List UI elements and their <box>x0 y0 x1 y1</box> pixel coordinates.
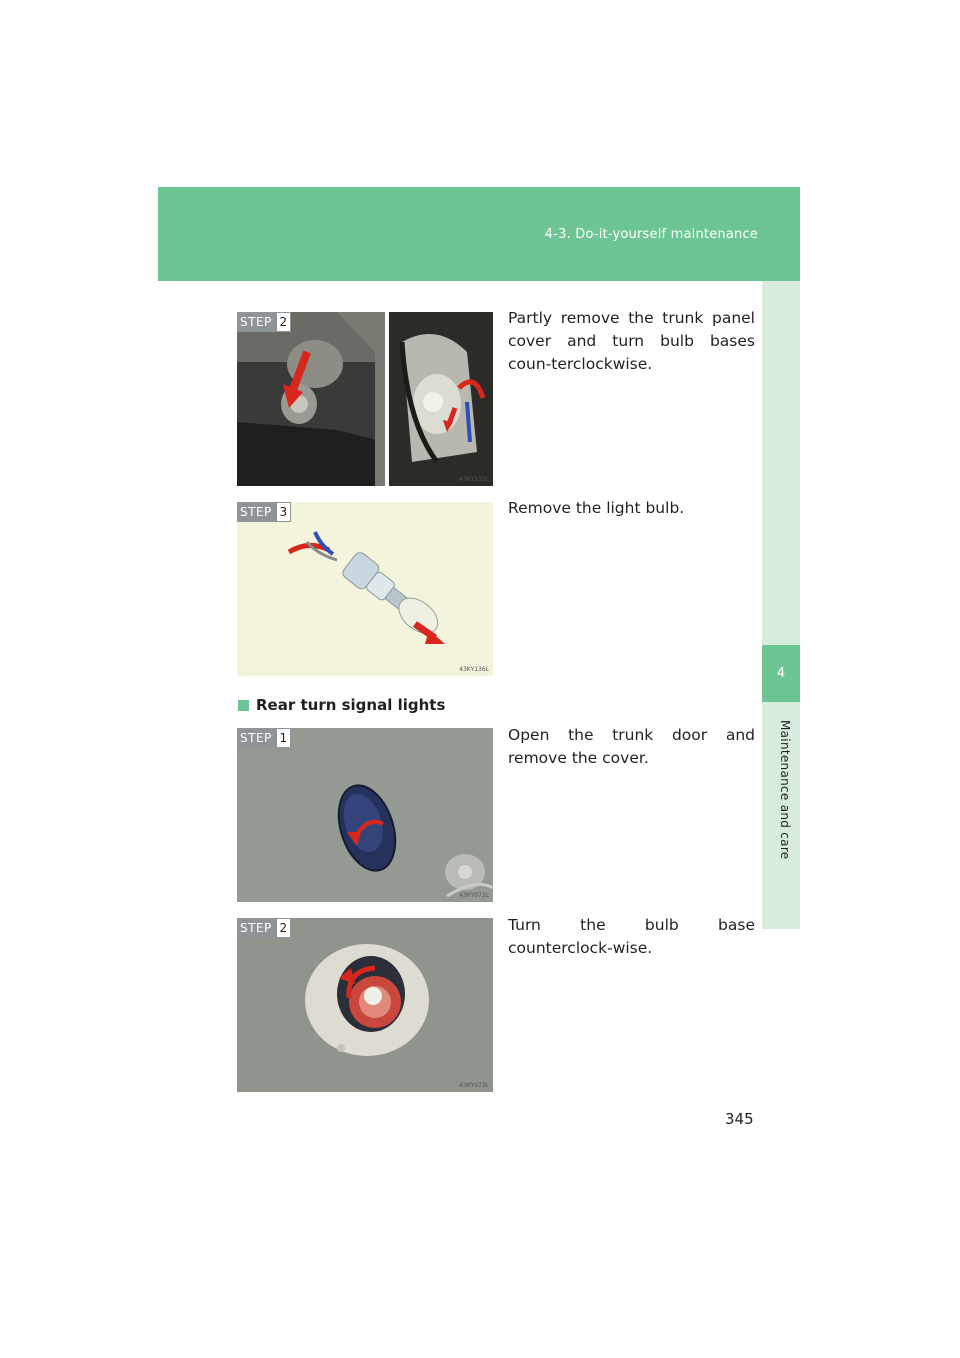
step-text: Open the trunk door and remove the cover. <box>508 726 755 767</box>
step-text: Partly remove the trunk panel cover and turn bulb bases coun-terclockwise. <box>508 309 755 373</box>
figure-code: 43KY135L <box>459 476 489 483</box>
step-badge: STEP 2 <box>237 918 291 938</box>
step-text: Turn the bulb base counterclock-wise. <box>508 916 755 957</box>
figure-trunk-bulb-bases <box>237 312 493 486</box>
page-number: 345 <box>725 1110 754 1128</box>
step-badge: STEP 2 <box>237 312 291 332</box>
chapter-tab[interactable]: 4 <box>762 645 800 702</box>
step-text: Remove the light bulb. <box>508 499 685 517</box>
chapter-title: Maintenance and care <box>778 720 792 860</box>
header-band <box>158 187 800 281</box>
step-badge: STEP 3 <box>237 502 291 522</box>
figure-turn-bulb-base <box>237 918 493 1092</box>
figure-code: 43KY136L <box>459 666 489 673</box>
figure-remove-bulb <box>237 502 493 676</box>
subheading-text: Rear turn signal lights <box>256 696 446 714</box>
figure-code: 43KY073L <box>459 1082 489 1089</box>
figure-remove-cover <box>237 728 493 902</box>
section-title: 4-3. Do-it-yourself maintenance <box>544 227 758 242</box>
step-badge: STEP 1 <box>237 728 291 748</box>
figure-code: 43KY072L <box>459 892 489 899</box>
subheading-square-icon <box>238 700 249 711</box>
subheading <box>238 696 445 714</box>
